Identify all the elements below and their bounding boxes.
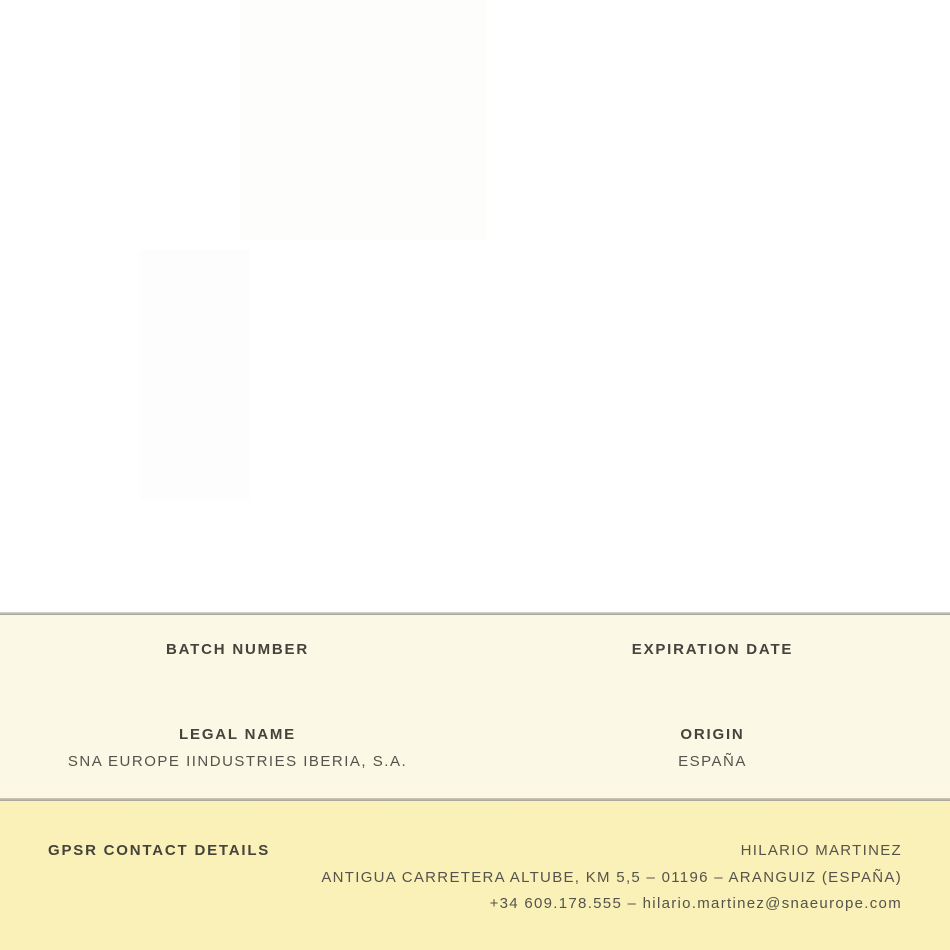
info-band [0, 615, 950, 798]
field-legal-name [0, 726, 475, 771]
expiration-date-value [475, 668, 950, 686]
gpsr-contact-band [0, 801, 950, 950]
contact-address: ANTIGUA CARRETERA ALTUBE, KM 5,5 – 01196 – ARANGUIZ (ESPAÑA) [321, 868, 902, 886]
origin-value: ESPAÑA [678, 753, 747, 770]
field-expiration-date [475, 641, 950, 726]
faded-product-image-2 [140, 250, 250, 500]
gpsr-contact-heading: GPSR CONTACT DETAILS [48, 842, 271, 859]
contact-person-name: HILARIO MARTINEZ [740, 842, 902, 859]
legal-name-label: LEGAL NAME [179, 726, 296, 743]
contact-phone-email: +34 609.178.555 – hilario.martinez@snaeurope.com [489, 895, 902, 912]
field-origin [475, 726, 950, 771]
batch-number-value [0, 668, 475, 686]
origin-label: ORIGIN [680, 726, 745, 743]
faded-product-image [240, 0, 487, 240]
expiration-date-label: EXPIRATION DATE [631, 641, 794, 658]
legal-name-value: SNA EUROPE IINDUSTRIES IBERIA, S.A. [67, 753, 408, 770]
batch-number-label: BATCH NUMBER [166, 641, 309, 658]
field-batch-number [0, 641, 475, 726]
info-grid [0, 615, 950, 771]
